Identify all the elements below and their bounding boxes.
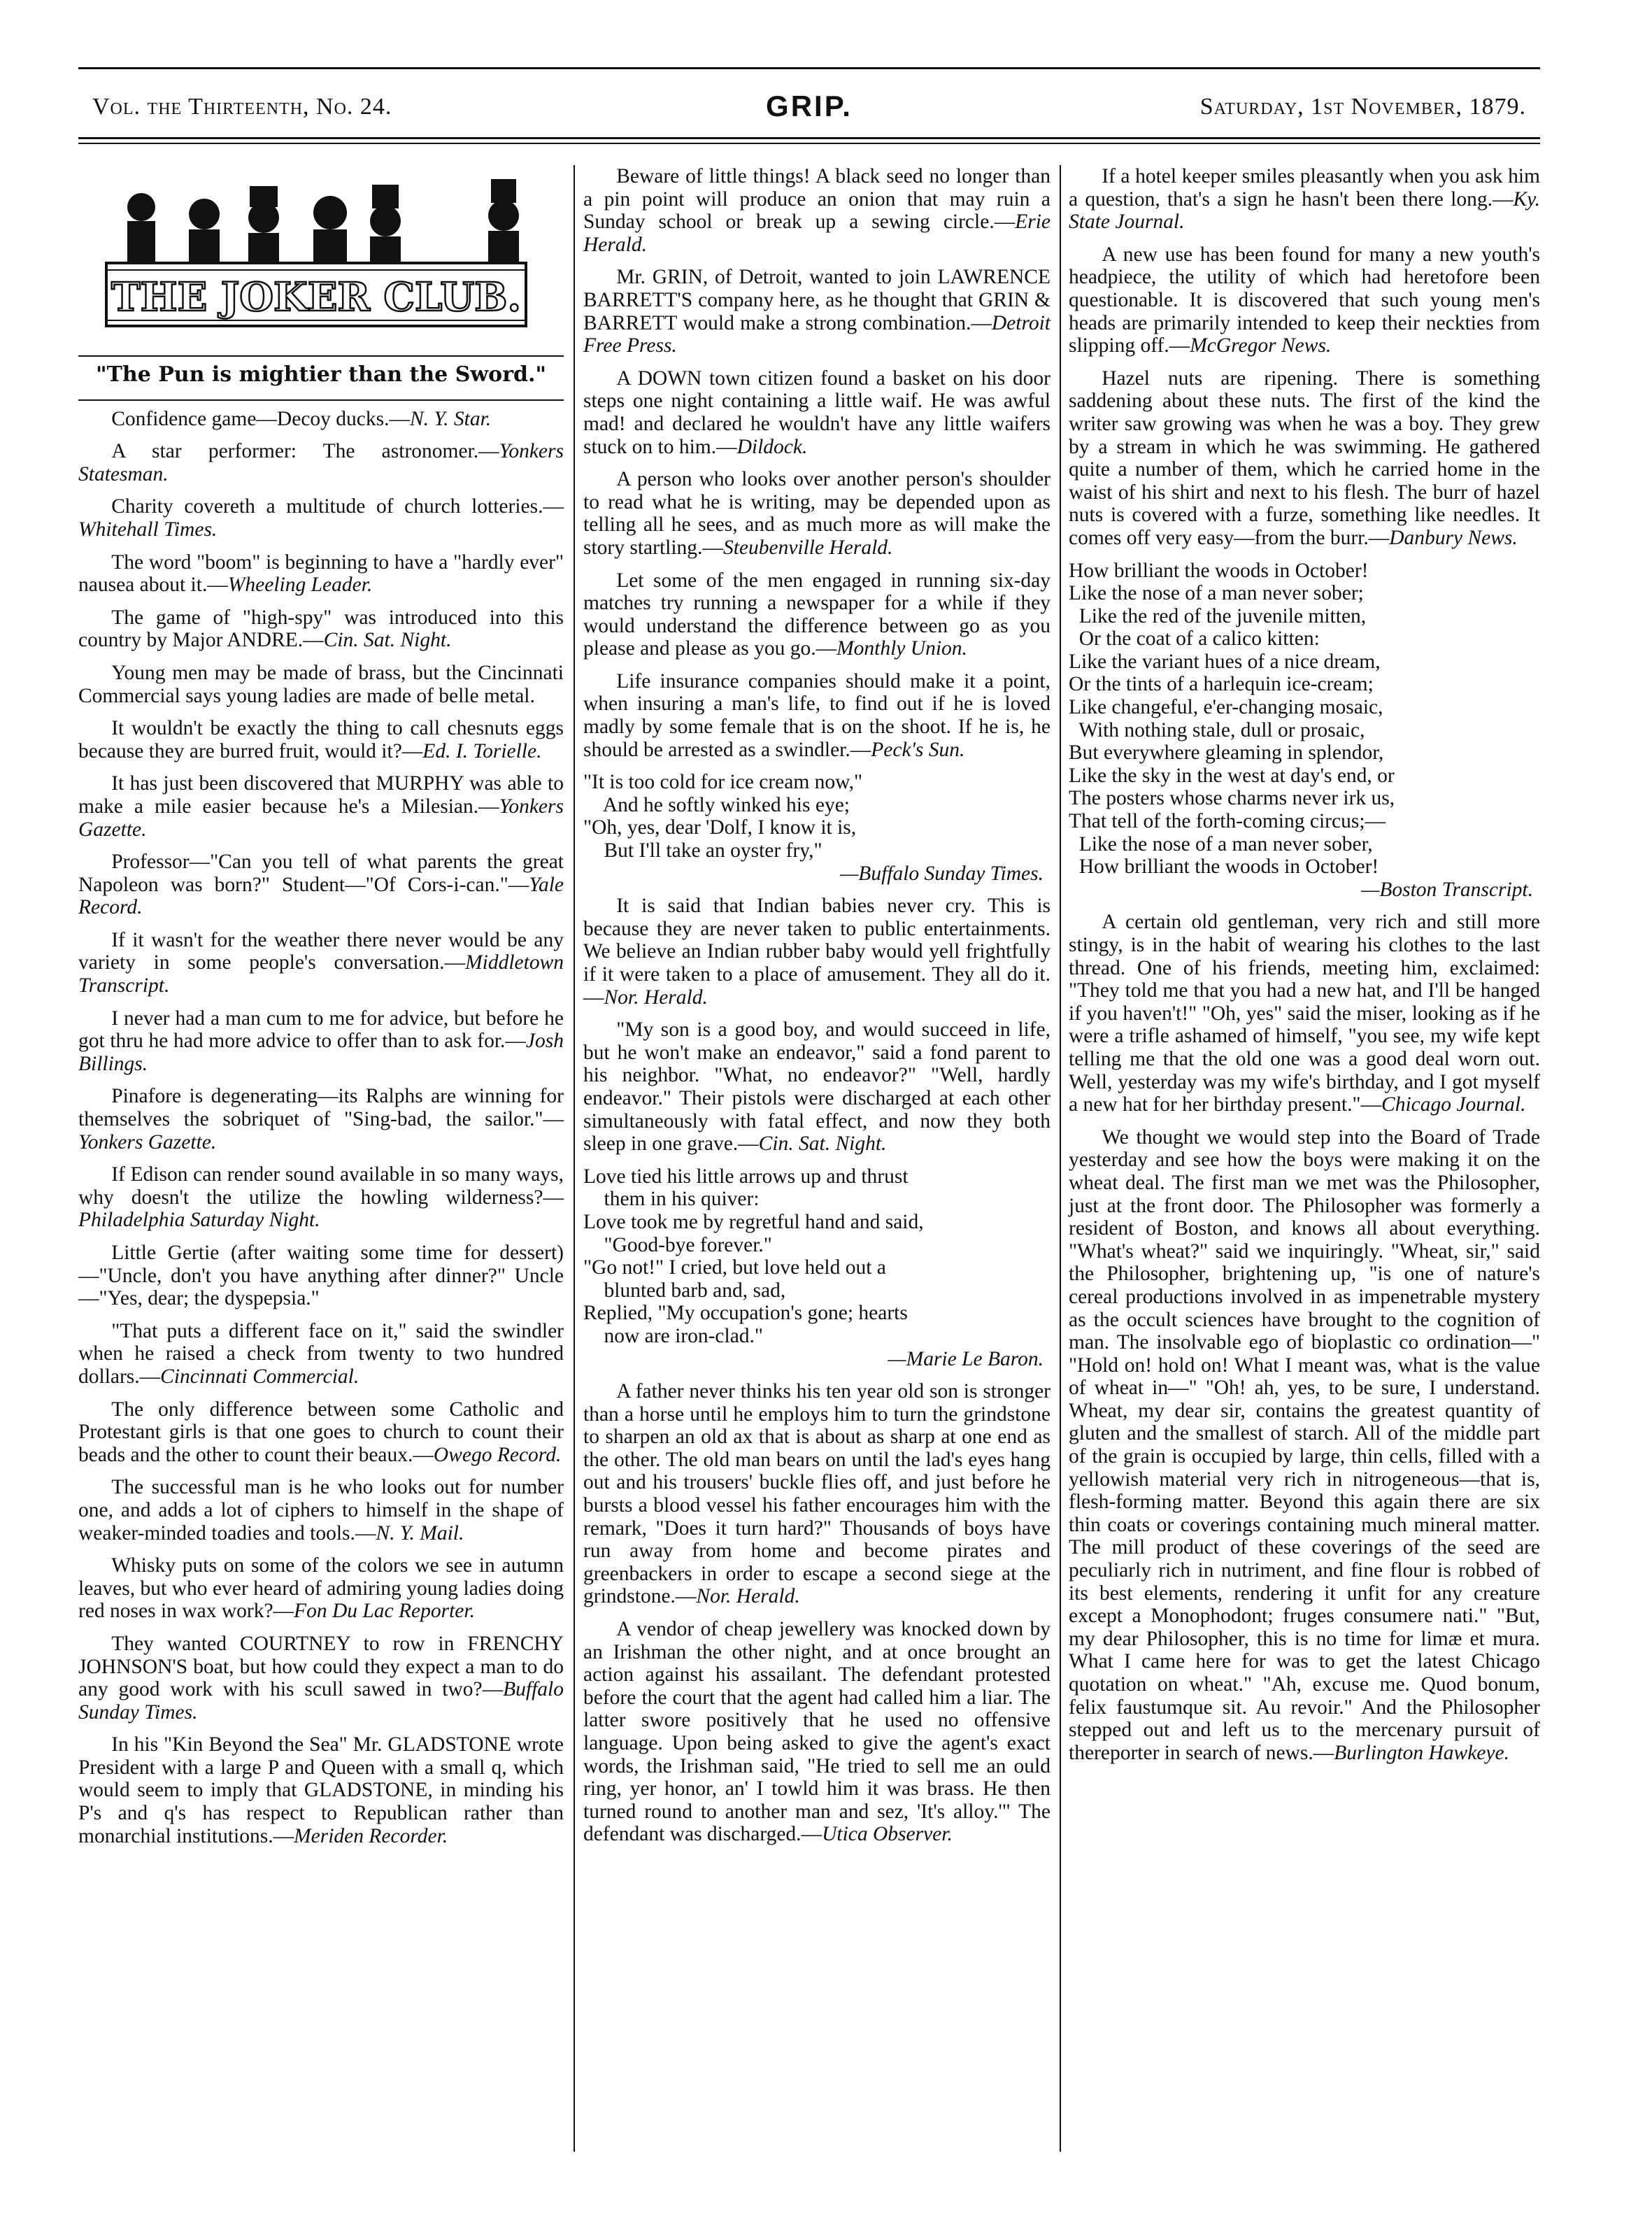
- poem-line: "Good-bye forever.": [583, 1233, 772, 1256]
- article-item: [78, 1476, 564, 1544]
- poem-line: Or the coat of a calico kitten:: [1069, 627, 1320, 651]
- logo-rule: [78, 355, 564, 357]
- article-item: [1069, 367, 1540, 550]
- article-text: Little Gertie (after waiting some time for dessert)—"Uncle, don't you have anything after dinner?" Uncle—"Yes, dear; the dyspepsia.": [78, 1242, 564, 1310]
- poem-line: But I'll take an oyster fry,": [583, 839, 823, 862]
- poem-source: —Marie Le Baron.: [888, 1347, 1044, 1370]
- article-text: It has just been discovered that MURPHY was able to make a mile easier because he's a Milesian.—: [78, 772, 564, 818]
- poem-line: them in his quiver:: [583, 1188, 760, 1211]
- article-text: We thought we would step into the Board of Trade yesterday and see how the boys were making it on the wheat deal. The first man we met was the Philosopher, just at the front door. The Philosopher was formerly a resident of Boston, and knows all about everything. "What's wheat?" said we inquiringly. "Wheat, sir," said the Philosopher, brightening up, "is one of nature's cereal productions involved in as impenetrable mystery as the occult sciences have brought to the cognition of man. The insolvable ego of bioplastic co ordination—" "Hold on! hold on! What I meant was, what is the value of wheat in—" "Oh! ah, yes, to be sure, I understand. Wheat, my dear sir, contains the greatest quantity of gluten and the smallest of starch. All of the middle part of the grain is occupied by large, thin cells, filled with a yellowish material very rich in nitrogeneous—that is, flesh-forming matter. Beyond this again there are six thin coats or coverings containing much mineral matter. The mill product of these coverings of the seed are peculiarly rich in nutriment, and fine flour is robbed of its best elements, rendering it unfit for any creature except a Monophodont; fruges consumere nati." "But, my dear Philosopher, this is no time for limæ et mura. What I came here for was to get the latest Chicago quotation on wheat." "Ah, excuse me. Quod bonum, felix faustumque sit. Au revoir." And the Philosopher stepped out and left us to the mercenary pursuit of thereporter in search of news.—: [1069, 1125, 1540, 1764]
- article-source: Danbury News.: [1389, 526, 1518, 549]
- poem-line: "It is too cold for ice cream now,": [583, 771, 862, 794]
- article-item: [78, 606, 564, 652]
- article-text: It wouldn't be exactly the thing to call chesnuts eggs because they are burred fruit, would it?—: [78, 717, 564, 762]
- article-item: [78, 408, 564, 431]
- article-item: [583, 266, 1051, 357]
- article-item: [1069, 165, 1540, 234]
- article-source: Nor. Herald.: [696, 1585, 800, 1608]
- article-item: [583, 165, 1051, 256]
- article-source: Owego Record.: [433, 1443, 562, 1466]
- article-source: Ky. State Journal.: [1069, 187, 1540, 234]
- article-text: Professor—"Can you tell of what parents the great Napoleon was born?" Student—"Of Cors-i-can."—: [78, 851, 564, 896]
- article-source: N. Y. Mail.: [376, 1521, 464, 1544]
- article-source: Cin. Sat. Night.: [758, 1132, 887, 1156]
- article-source: Burlington Hawkeye.: [1334, 1741, 1509, 1764]
- article-source: Ed. I. Torielle.: [422, 739, 542, 762]
- article-text: "That puts a different face on it," said the swindler when he raised a check from twenty to two hundred dollars.—: [78, 1319, 564, 1388]
- article-item: [78, 1398, 564, 1467]
- article-text: A new use has been found for many a new youth's headpiece, the utility of which had heretofore been questionable. It is discovered that such young men's heads are primarily intended to keep their neckties from slipping off.—: [1069, 243, 1540, 357]
- article-source: Peck's Sun.: [871, 738, 965, 761]
- poem-line: That tell of the forth-coming circus;—: [1069, 810, 1386, 833]
- poem-october: [1069, 560, 1540, 902]
- article-item: [78, 1242, 564, 1310]
- article-item: [583, 670, 1051, 761]
- column-divider-2: [1060, 165, 1061, 2152]
- poem-line: How brilliant the woods in October!: [1069, 559, 1369, 582]
- article-item: [78, 1007, 564, 1076]
- column-divider-1: [574, 165, 575, 2152]
- article-item: [78, 1633, 564, 1724]
- masthead: [78, 80, 1540, 122]
- article-item: [78, 1085, 564, 1153]
- joker-club-illustration: [78, 165, 564, 341]
- motto-rule: [78, 399, 564, 401]
- article-item: [583, 1380, 1051, 1608]
- article-source: Steubenville Herald.: [722, 536, 893, 559]
- article-text: If Edison can render sound available in so many ways, why doesn't the utilize the howling wilderness?—: [78, 1163, 564, 1209]
- article-text: Young men may be made of brass, but the Cincinnati Commercial says young ladies are made of belle metal.: [78, 661, 564, 707]
- article-text: If a hotel keeper smiles pleasantly when you ask him a question, that's a sign he hasn't been there long.—: [1069, 165, 1540, 211]
- article-source: Wheeling Leader.: [227, 574, 373, 597]
- poem-line: Love tied his little arrows up and thrust: [583, 1165, 909, 1188]
- poem-line: blunted barb and, sad,: [583, 1279, 786, 1302]
- article-source: Detroit Free Press.: [583, 311, 1051, 357]
- article-text: A star performer: The astronomer.—: [111, 440, 499, 463]
- poem-line: And he softly winked his eye;: [583, 793, 850, 816]
- paper-title: GRIP.: [766, 90, 853, 122]
- article-item: [78, 1163, 564, 1232]
- logo-title: THE JOKER CLUB.: [111, 274, 521, 320]
- poem-ice-cream: [583, 771, 1051, 885]
- article-item: [78, 662, 564, 707]
- column-2-items: [583, 165, 1051, 761]
- article-text: Beware of little things! A black seed no longer than a pin point will produce an onion that may ruin a Sunday school or break up a sewing circle.—: [583, 165, 1051, 234]
- article-source: Erie Herald.: [583, 211, 1051, 256]
- article-source: Nor. Herald.: [604, 986, 708, 1009]
- article-source: Cincinnati Commercial.: [160, 1365, 359, 1388]
- article-text: The word "boom" is beginning to have a "hardly ever" nausea about it.—: [78, 551, 564, 597]
- article-source: N. Y. Star.: [410, 407, 492, 430]
- poem-line: now are iron-clad.": [583, 1324, 763, 1347]
- article-text: In his "Kin Beyond the Sea" Mr. GLADSTONE wrote President with a large P and Queen with a small q, which would seem to imply that GLADSTONE, in minding his P's and q's has respect to Republican rather than monarchial institutions.—: [78, 1733, 564, 1847]
- article-item: [583, 895, 1051, 1009]
- article-item: [78, 1320, 564, 1388]
- poem-line: Replied, "My occupation's gone; hearts: [583, 1302, 908, 1325]
- article-item: [583, 367, 1051, 458]
- column-2-items-c: [583, 1380, 1051, 1846]
- article-text: If it wasn't for the weather there never would be any variety in some people's conversation.—: [78, 928, 564, 974]
- joker-club-logo: [78, 165, 564, 341]
- article-item: [78, 495, 564, 541]
- poem-line: "Go not!" I cried, but love held out a: [583, 1256, 886, 1279]
- article-source: Cin. Sat. Night.: [323, 629, 452, 652]
- poem-line: Like changeful, e'er-changing mosaic,: [1069, 696, 1383, 719]
- poem-line: "Oh, yes, dear 'Dolf, I know it is,: [583, 816, 857, 839]
- article-item: [1069, 1126, 1540, 1765]
- article-text: A person who looks over another person's shoulder to read what he is writing, may be depended upon as telling all he sees, and as much more as will make the story startling.—: [583, 468, 1051, 559]
- column-1: [78, 165, 564, 1857]
- article-item: [78, 717, 564, 762]
- poem-line: Like the nose of a man never sober,: [1069, 832, 1373, 855]
- motto: "The Pun is mightier than the Sword.": [95, 362, 547, 387]
- article-text: A father never thinks his ten year old son is stronger than a horse until he employs him to turn the grindstone to sharpen an old ax that is about as sharp at one end as the other. The old man bears on until the lad's eyes hang out and his trousers' buckle flies off, and just before he bursts a blood vessel his father encourages him with the remark, "Does it turn hard?" Thousands of boys have run away from home and become pirates and greenbackers in order to escape a second siege at the grindstone.—: [583, 1380, 1051, 1608]
- article-item: [78, 851, 564, 919]
- article-source: Dildock.: [736, 435, 808, 458]
- poem-line: Like the red of the juvenile mitten,: [1069, 604, 1367, 627]
- poem-line: But everywhere gleaming in splendor,: [1069, 741, 1384, 765]
- article-source: Josh Billings.: [78, 1030, 564, 1075]
- article-item: [78, 440, 564, 485]
- article-item: [583, 468, 1051, 559]
- poem-line: Like the sky in the west at day's end, or: [1069, 764, 1395, 787]
- newspaper-page: [78, 67, 1540, 2152]
- article-source: Yonkers Statesman.: [78, 440, 564, 485]
- poem-line: Or the tints of a harlequin ice-cream;: [1069, 673, 1374, 696]
- article-item: [78, 1733, 564, 1847]
- article-text: Hazel nuts are ripening. There is something saddening about these nuts. The first of the kind the writer saw growing was when he was a boy. They grew by a stream in which he was swimming. He gathered quite a number of them, which he carried home in the waist of his shirt and next to his flesh. The burr of hazel nuts is covered with a furze, something like needles. It comes off very easy—from the burr.—: [1069, 367, 1540, 549]
- poem-source: —Boston Transcript.: [1361, 878, 1533, 901]
- article-item: [78, 1554, 564, 1623]
- article-text: A vendor of cheap jewellery was knocked down by an Irishman the other night, and at once brought an action against his assailant. The defendant protested before the court that the agent had called him a liar. The latter swore positively that he used no offensive language. Upon being asked to give the agent's exact words, the Irishman said, "He tried to sell me an ould ring, yer honor, an' I towld him it was brass. He then turned round to another man and sez, 'It's alloy.'" The defendant was discharged.—: [583, 1618, 1051, 1846]
- article-text: Charity covereth a multitude of church lotteries.—: [111, 495, 564, 518]
- article-item: [78, 772, 564, 841]
- article-text: Mr. GRIN, of Detroit, wanted to join LAWRENCE BARRETT'S company here, as he thought that GRIN & BARRETT would make a strong combination.—: [583, 266, 1051, 334]
- poem-line: Love took me by regretful hand and said,: [583, 1210, 924, 1233]
- article-item: [78, 551, 564, 597]
- poem-line: Like the nose of a man never sober;: [1069, 582, 1364, 605]
- article-text: Whisky puts on some of the colors we see in autumn leaves, but who ever heard of admiring young ladies doing red noses in wax work?—: [78, 1554, 564, 1623]
- article-source: Whitehall Times.: [78, 518, 218, 541]
- article-source: Meriden Recorder.: [294, 1824, 448, 1847]
- article-text: "My son is a good boy, and would succeed in life, but he won't make an endeavor," said a fond parent to his neighbor. "What, no endeavor?" "Well, hardly endeavor." Their pistols were discharged at each other simultaneously with fatal effect, and now they both sleep in one grave.—: [583, 1018, 1051, 1156]
- article-text: The game of "high-spy" was introduced into this country by Major ANDRE.—: [78, 606, 564, 652]
- poem-line: How brilliant the woods in October!: [1069, 855, 1379, 879]
- article-source: Utica Observer.: [822, 1823, 953, 1846]
- issue-date: Saturday, 1st November, 1879.: [1199, 94, 1526, 120]
- article-item: [1069, 243, 1540, 357]
- article-source: Yonkers Gazette.: [78, 795, 564, 841]
- article-text: The successful man is he who looks out for number one, and adds a lot of ciphers to himself in the shape of weaker-minded toadies and tools.—: [78, 1476, 564, 1544]
- article-source: Yonkers Gazette.: [78, 1130, 217, 1153]
- column-2-items-b: [583, 895, 1051, 1156]
- article-source: Middletown Transcript.: [78, 951, 564, 997]
- poem-source: —Buffalo Sunday Times.: [840, 862, 1044, 885]
- poem-line: Like the variant hues of a nice dream,: [1069, 650, 1381, 673]
- article-text: Let some of the men engaged in running six-day matches try running a newspaper for a while if they would understand the difference between go as you please and please as you go.—: [583, 569, 1051, 660]
- article-text: Life insurance companies should make it a point, when insuring a man's life, to find out if he is loved madly by some female that is on the shoot. If he is, he should be arrested as a swindler.—: [583, 669, 1051, 761]
- article-item: [583, 1018, 1051, 1156]
- article-item: [78, 929, 564, 997]
- article-text: They wanted COURTNEY to row in FRENCHY JOHNSON'S boat, but how could they expect a man to do any good work with his scull sawed in two?—: [78, 1632, 564, 1701]
- poem-love: [583, 1165, 1051, 1370]
- article-source: Fon Du Lac Reporter.: [294, 1600, 475, 1623]
- column-3-items-b: [1069, 911, 1540, 1764]
- article-item: [583, 1618, 1051, 1846]
- column-2: [583, 165, 1051, 1856]
- article-source: McGregor News.: [1190, 334, 1332, 357]
- article-item: [1069, 911, 1540, 1116]
- article-source: Buffalo Sunday Times.: [78, 1678, 564, 1724]
- masthead-rule: [78, 137, 1540, 139]
- article-item: [583, 569, 1051, 660]
- column-3: [1069, 165, 1540, 1774]
- article-text: A DOWN town citizen found a basket on his door steps one night containing a little waif. He was awful mad! and declared he wouldn't have any little waifers stuck on to him.—: [583, 367, 1051, 458]
- article-text: Pinafore is degenerating—its Ralphs are winning for themselves the sobriquet of "Sing-bad, the sailor."—: [78, 1085, 564, 1131]
- article-text: It is said that Indian babies never cry. This is because they are never taken to public entertainments. We believe an Indian rubber baby would yell frightfully if it were taken to a place of amusement. They all do it.—: [583, 895, 1051, 1009]
- article-text: The only difference between some Catholic and Protestant girls is that one goes to church to count their beads and the other to count their beaux.—: [78, 1398, 564, 1466]
- poem-line: The posters whose charms never irk us,: [1069, 787, 1395, 810]
- article-text: A certain old gentleman, very rich and still more stingy, is in the habit of wearing his clothes to the last thread. One of his friends, meeting him, exclaimed: "They told me that you had a new hat, and I'll be hanged if you haven't!" "Oh, yes" said the miser, looking as if he were a trifle ashamed of himself, "you see, my wife kept telling me that the old one was a good deal worn out. Well, yesterday was my wife's birthday, and I got myself a new hat for her birthday present."—: [1069, 911, 1540, 1116]
- article-source: Yale Record.: [78, 873, 564, 919]
- article-text: Confidence game—Decoy ducks.—: [111, 407, 410, 430]
- article-source: Monthly Union.: [836, 637, 967, 660]
- poem-line: With nothing stale, dull or prosaic,: [1069, 718, 1365, 741]
- volume-line: Vol. the Thirteenth, No. 24.: [92, 94, 392, 120]
- top-rule: [78, 67, 1540, 69]
- article-source: Chicago Journal.: [1381, 1093, 1526, 1116]
- column-1-items: [78, 408, 564, 1848]
- column-3-items: [1069, 165, 1540, 550]
- masthead-rule-thin: [78, 143, 1540, 144]
- article-source: Philadelphia Saturday Night.: [78, 1209, 320, 1232]
- article-text: I never had a man cum to me for advice, but before he got thru he had more advice to offer than to ask for.—: [78, 1007, 564, 1053]
